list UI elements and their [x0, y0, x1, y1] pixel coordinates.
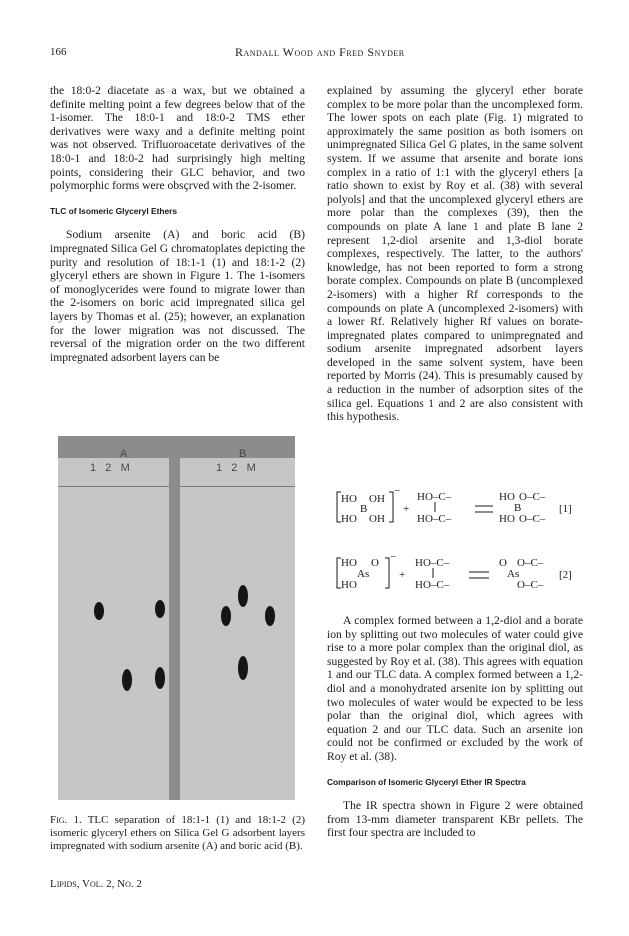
svg-text:HO–C–: HO–C– — [415, 579, 450, 591]
svg-text:−: − — [390, 551, 397, 563]
tlc-spot — [221, 606, 231, 626]
caption-text: TLC separation of 18:1-1 (1) and 18:1-2 (2) isomeric glyceryl ethers on Silica Gel G adsorbent layers impregnated with sodium arsenite (A) and boric acid (B). — [50, 814, 305, 852]
svg-text:+: + — [399, 569, 406, 581]
svg-text:HO: HO — [499, 491, 515, 503]
paragraph: A complex formed between a 1,2-diol and a borate ion by splitting out two molecules of water could give rise to a more polar complex than the original diol, as suggested by Roy et al. (38). This agrees with equation 1 and our TLC data. A complex formed between a 1,2-diol and a monohydrated arsenite ion by splitting out two molecules of water would be expected to be less polar than the original diol, which agrees with equation 2 and our TLC data. Such an arsenite ion could not be confirmed or excluded by the work of Roy et al. (38). — [327, 614, 583, 763]
paragraph: Sodium arsenite (A) and boric acid (B) impregnated Silica Gel G chromatoplates depicting the purity and resolution of 18:1-1 (1) and 18:1-2 (2) glyceryl ethers are shown in Figure 1. The 1-isomers of monoglycerides were found to migrate lower than the 2-isomers on boric acid impregnated silica gel layers by Thomas et al. (25); however, an explanation for the lower migration was not discussed. The reversal of the migration order on the two different impregnated adsorbent layers can be — [50, 228, 305, 364]
left-column — [50, 84, 305, 364]
equation-2-label: [2] — [559, 569, 572, 581]
right-column — [327, 84, 583, 424]
svg-text:HO: HO — [341, 513, 357, 525]
svg-text:O–C–: O–C– — [517, 557, 544, 569]
equation-2 — [337, 551, 572, 591]
paragraph: the 18:0-2 diacetate as a wax, but we obtained a definite melting point a few degrees below that of the 1-isomer. The 18:0-1 and 18:0-2 TMS ether derivatives were waxy and a definite melting point was not observed. Trifluoroacetate derivatives of the 18:0-1 and 18:0-2 had surprisingly high melting points, considering their GLC behavior, and two polymorphic forms were obsçrved with the 2-isomer. — [50, 84, 305, 193]
section-heading: Comparison of Isomeric Glyceryl Ether IR Spectra — [327, 776, 526, 787]
svg-text:HO–C–: HO–C– — [417, 491, 452, 503]
svg-text:−: − — [394, 485, 401, 497]
figure-caption — [50, 814, 305, 852]
journal-footer: Lipids, Vol. 2, No. 2 — [50, 878, 142, 890]
svg-text:As: As — [357, 568, 370, 580]
svg-text:B: B — [360, 503, 368, 515]
right-column-lower — [327, 614, 583, 840]
tlc-spot — [155, 667, 165, 689]
svg-text:O–C–: O–C– — [519, 491, 546, 503]
section-heading: TLC of Isomeric Glyceryl Ethers — [50, 205, 178, 216]
svg-text:O: O — [499, 557, 507, 569]
tlc-spot — [155, 600, 165, 618]
plate-a — [58, 458, 169, 800]
plate-b — [180, 458, 295, 800]
svg-text:HO: HO — [341, 557, 357, 569]
svg-text:O–C–: O–C– — [517, 579, 544, 591]
tlc-spot — [122, 669, 132, 691]
svg-text:O–C–: O–C– — [519, 513, 546, 525]
reaction-equations — [327, 478, 583, 608]
equation-1 — [337, 485, 572, 525]
plate-b-lane-labels: 1 2 M — [216, 462, 256, 474]
svg-text:OH: OH — [369, 493, 385, 505]
tlc-spot — [94, 602, 104, 620]
paragraph: explained by assuming the glyceryl ether borate complex to be more polar than the uncomplexed form. The lower spots on each plate (Fig. 1) migrated to approximately the same position as both isomers on unimpregnated Silica Gel G plates, in the same solvent system. If we assume that arsenite and borate ions complex in a ratio of 1:1 with the glyceryl ethers [a ratio shown to exist by Roy et al. (38) with several polyols] and that the uncomplexed glyceryl ethers are more polar than the complexes (39), then the compounds on plate A lane 1 and plate B lane 2 represent 1,2-diol arsenite and 1,3-diol borate complexes, respectively. The latter, to the authors' knowledge, has not been reported to form a strong borate complex. Compounds on plate B (uncomplexed 2-isomers) with a higher Rf corresponds to the compounds on plate A (uncomplexed 2-isomers) with a lower Rf. Relatively higher Rf values on borate-impregnated plates compared to unimpregnated and sodium arsenite impregnated adsorbent layers developed in the same solvent system, have been reported by Morris (24). This is presumably caused by a reduction in the number of adsorption sites of the silica gel. Equations 1 and 2 are also consistent with this hypothesis. — [327, 84, 583, 424]
equation-1-label: [1] — [559, 503, 572, 515]
tlc-spot — [238, 585, 248, 607]
plate-b-label: B — [239, 448, 247, 460]
svg-text:B: B — [514, 502, 522, 514]
svg-text:O: O — [371, 557, 379, 569]
svg-text:HO–C–: HO–C– — [415, 557, 450, 569]
svg-text:+: + — [403, 503, 410, 515]
page-number: 166 — [50, 46, 67, 58]
tlc-figure — [58, 436, 295, 800]
running-head-authors: Randall Wood and Fred Snyder — [235, 45, 405, 59]
svg-text:HO: HO — [341, 579, 357, 591]
tlc-spot — [238, 656, 248, 680]
svg-text:HO–C–: HO–C– — [417, 513, 452, 525]
svg-text:OH: OH — [369, 513, 385, 525]
plate-a-lane-labels: 1 2 M — [90, 462, 130, 474]
caption-lead: Fig. 1. — [50, 814, 82, 826]
plate-a-label: A — [120, 448, 128, 460]
svg-text:HO: HO — [341, 493, 357, 505]
paragraph: The IR spectra shown in Figure 2 were obtained from 13-mm diameter transparent KBr pellets. The first four spectra are included to — [327, 799, 583, 840]
svg-text:HO: HO — [499, 513, 515, 525]
tlc-spot — [265, 606, 275, 626]
svg-text:As: As — [507, 568, 520, 580]
